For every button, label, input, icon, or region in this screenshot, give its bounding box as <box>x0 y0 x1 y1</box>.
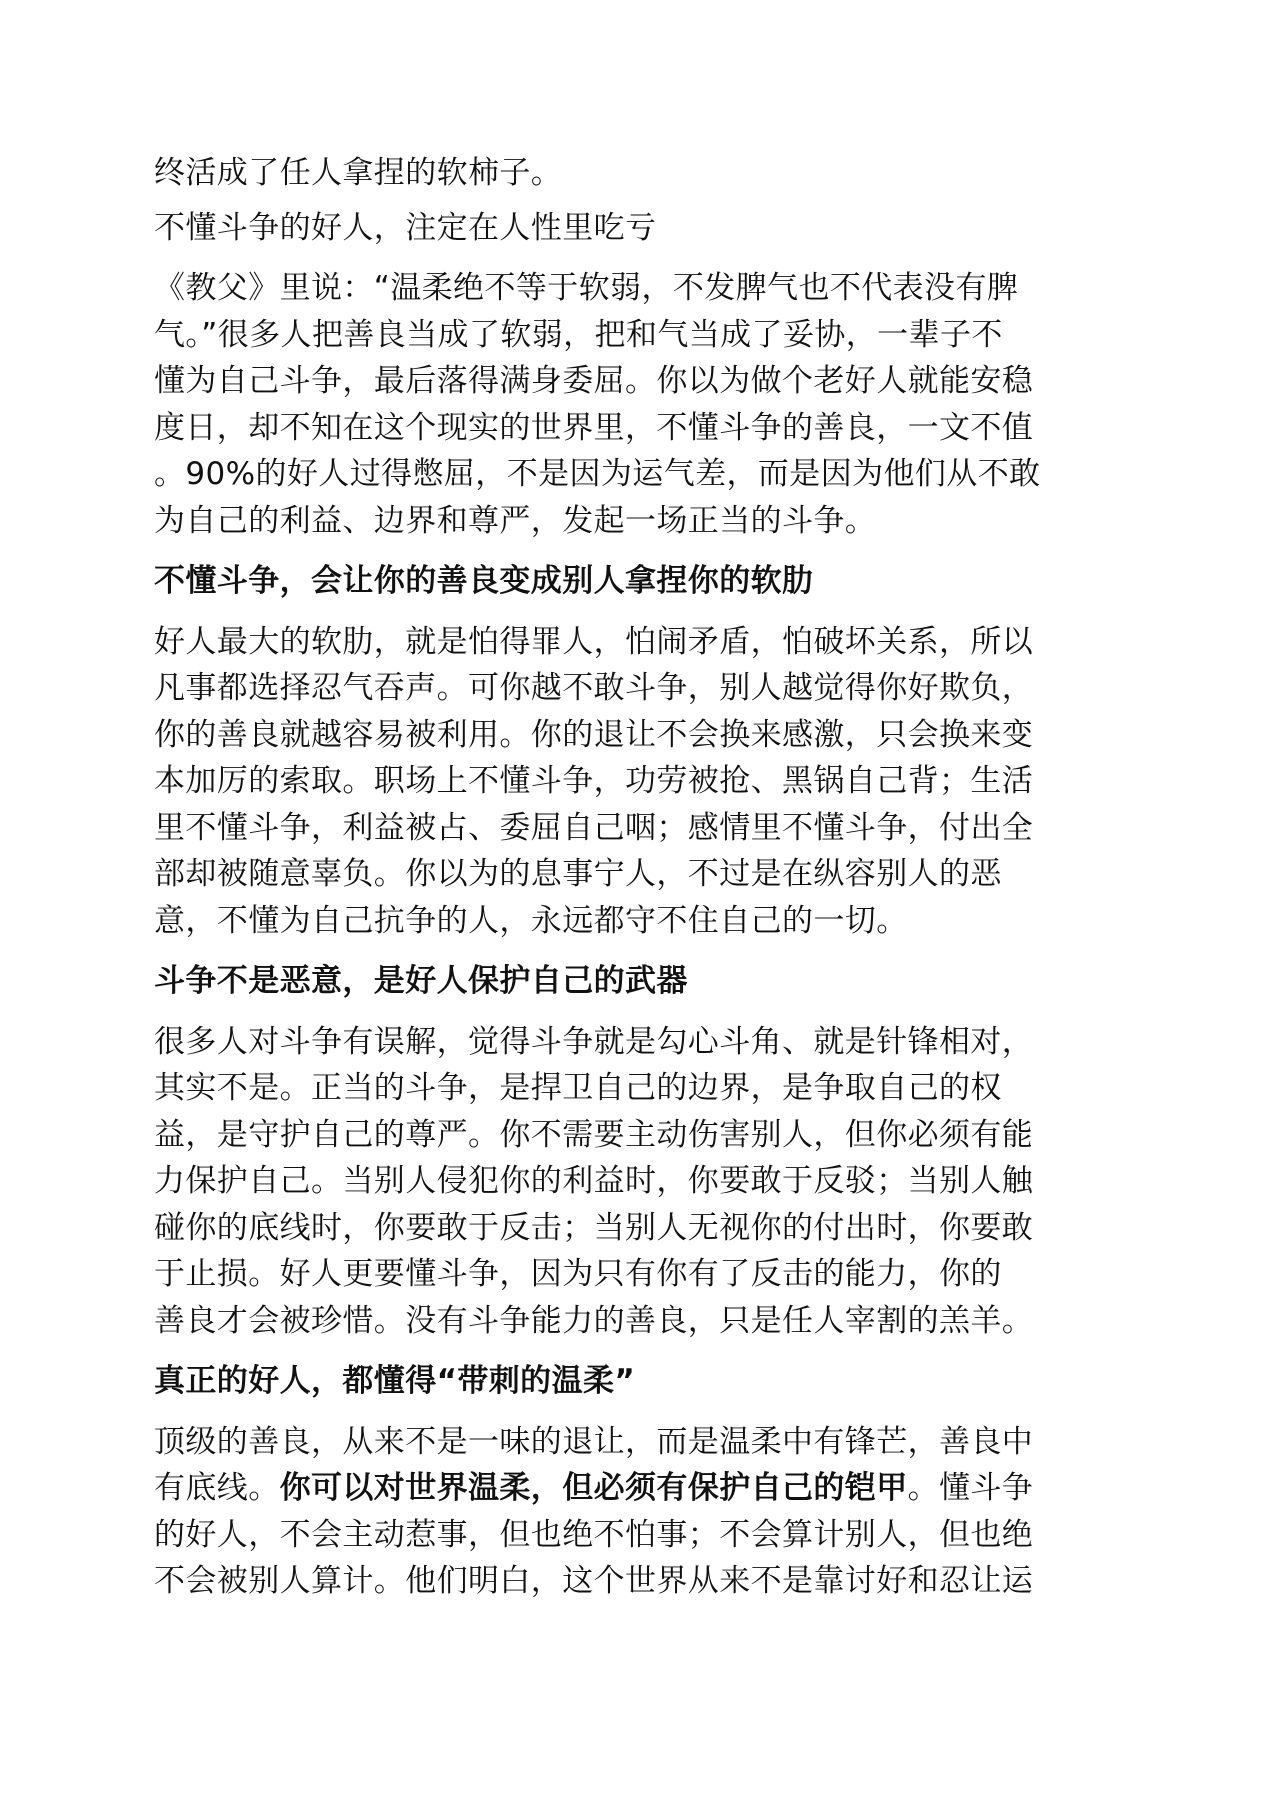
paragraph-line: 。90%的好人过得憋屈，不是因为运气差，而是因为他们从不敢 <box>154 456 1041 492</box>
paragraph-line: 本加厉的索取。职场上不懂斗争，功劳被抢、黑锅自己背；生活 <box>154 763 1034 799</box>
paragraph-line: 力保护自己。当别人侵犯你的利益时，你要敢于反驳；当别人触 <box>154 1163 1034 1199</box>
paragraph-line: 度日，却不知在这个现实的世界里，不懂斗争的善良，一文不值 <box>154 409 1034 446</box>
paragraph-line: 好人最大的软肋，就是怕得罪人，怕闹矛盾，怕破坏关系，所以 <box>154 623 1034 660</box>
section-heading: 不懂斗争，会让你的善良变成别人拿捏你的软肋 <box>154 563 814 599</box>
paragraph-line: 里不懂斗争，利益被占、委屈自己咽；感情里不懂斗争，付出全 <box>154 809 1034 846</box>
paragraph-line: 善良才会被珍惜。没有斗争能力的善良，只是任人宰割的羔羊。 <box>154 1302 1034 1339</box>
paragraph-4 <box>154 1419 1120 1605</box>
paragraph-line: 部却被随意辜负。你以为的息事宁人，不过是在纵容别人的恶 <box>154 856 1002 892</box>
paragraph-line: 顶级的善良，从来不是一味的退让，而是温柔中有锋芒，善良中 <box>154 1423 1034 1460</box>
section-heading: 斗争不是恶意，是好人保护自己的武器 <box>154 963 688 999</box>
paragraph-line: 碰你的底线时，你要敢于反击；当别人无视你的付出时，你要敢 <box>154 1209 1034 1246</box>
paragraph-line: 的好人，不会主动惹事，但也绝不怕事；不会算计别人，但也绝 <box>154 1516 1034 1553</box>
text-run: 有底线。 <box>154 1470 280 1506</box>
paragraph-line: 其实不是。正当的斗争，是捍卫自己的边界，是争取自己的权 <box>154 1070 1002 1106</box>
paragraph-line-mixed <box>154 1465 1120 1512</box>
section-heading: 真正的好人，都懂得“带刺的温柔” <box>154 1363 636 1399</box>
intro-line: 终活成了任人拿捏的软柿子。 <box>154 155 563 191</box>
paragraph-line: 于止损。好人更要懂斗争，因为只有你有了反击的能力，你的 <box>154 1256 1002 1292</box>
paragraph-line: 很多人对斗争有误解，觉得斗争就是勾心斗角、就是针锋相对， <box>154 1023 1034 1060</box>
paragraph-line: 意，不懂为自己抗争的人，永远都守不住自己的一切。 <box>154 902 908 939</box>
paragraph-line: 凡事都选择忍气吞声。可你越不敢斗争，别人越觉得你好欺负， <box>154 670 1034 706</box>
paragraph-line: 气。”很多人把善良当成了软弱，把和气当成了妥协，一辈子不 <box>154 316 1003 353</box>
text-run: 。懂斗争 <box>907 1470 1034 1506</box>
paragraph-line: 益，是守护自己的尊严。你不需要主动伤害别人，但你必须有能 <box>154 1116 1034 1153</box>
paragraph-3 <box>154 1019 1120 1345</box>
paragraph-line: 为自己的利益、边界和尊严，发起一场正当的斗争。 <box>154 502 877 539</box>
article-page <box>154 150 1120 1605</box>
paragraph-line: 你的善良就越容易被利用。你的退让不会换来感激，只会换来变 <box>154 716 1034 753</box>
paragraph-2 <box>154 619 1120 945</box>
paragraph-1 <box>154 265 1120 544</box>
intro-subtitle: 不懂斗争的好人，注定在人性里吃亏 <box>154 209 657 246</box>
paragraph-line: 懂为自己斗争，最后落得满身委屈。你以为做个老好人就能安稳 <box>154 363 1034 399</box>
paragraph-line: 不会被别人算计。他们明白，这个世界从来不是靠讨好和忍让运 <box>154 1563 1034 1599</box>
bold-emphasis: 你可以对世界温柔，但必须有保护自己的铠甲 <box>279 1470 908 1506</box>
paragraph-line: 《教父》里说：“温柔绝不等于软弱，不发脾气也不代表没有脾 <box>154 270 1019 306</box>
